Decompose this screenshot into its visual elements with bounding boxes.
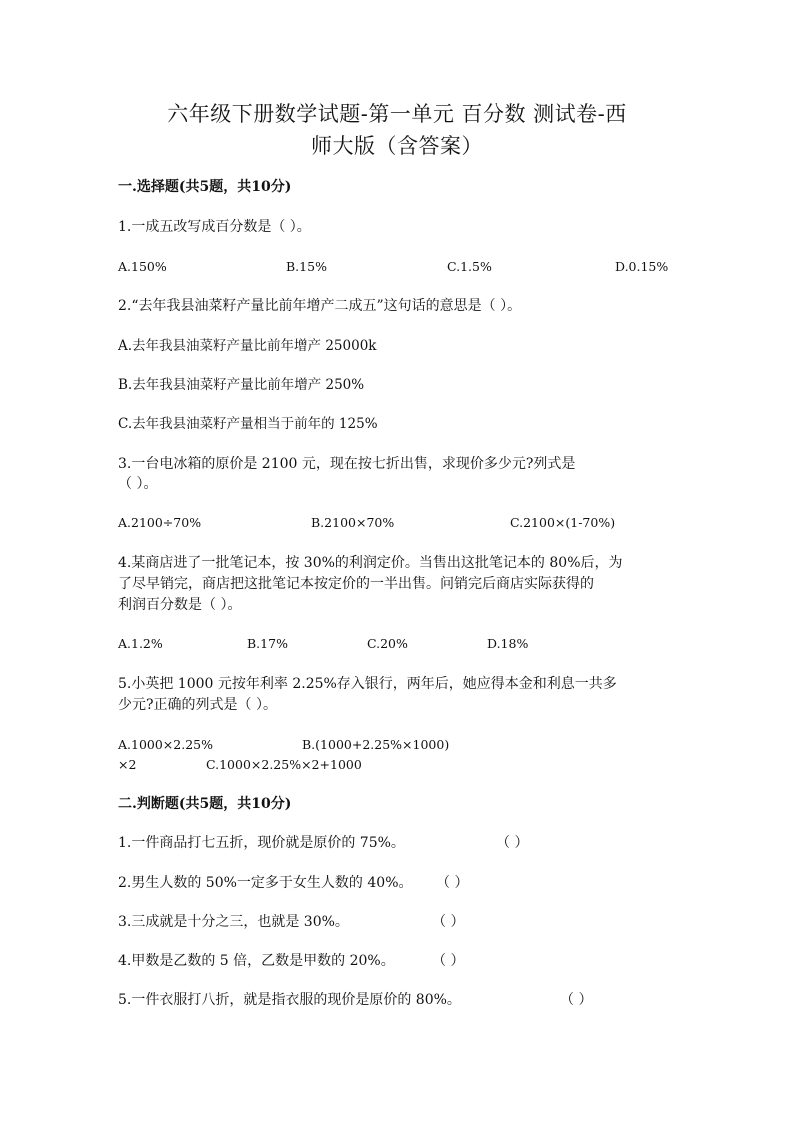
question-4-line-1: 4.某商店进了一批笔记本，按 30%的利润定价。当售出这批笔记本的 80%后，为 <box>118 555 623 571</box>
q4-option-c: C.20% <box>367 636 408 651</box>
q5-option-b-continuation: ×2 <box>118 757 137 772</box>
question-5-line-1: 5.小英把 1000 元按年利率 2.25%存入银行，两年后，她应得本金和利息一共多 <box>118 676 617 692</box>
q3-option-b: B.2100×70% <box>311 515 395 530</box>
question-2-text: 2.“去年我县油菜籽产量比前年增产二成五”这句话的意思是（ ）。 <box>118 298 522 314</box>
judgement-item-2-paren: （ ） <box>436 875 469 891</box>
q2-option-a: A.去年我县油菜籽产量比前年增产 25000k <box>118 338 377 354</box>
q5-option-a: A.1000×2.25% <box>118 737 213 752</box>
judgement-item-3: 3.三成就是十分之三，也就是 30%。 <box>118 914 349 930</box>
question-3-line-2: （ ）。 <box>118 476 158 492</box>
q3-option-c: C.2100×(1-70%) <box>510 515 616 530</box>
q1-option-b: B.15% <box>286 259 327 274</box>
q5-option-b: B.(1000+2.25%×1000) <box>302 737 450 752</box>
q1-option-c: C.1.5% <box>447 259 492 274</box>
title-line-2: 师大版（含答案） <box>311 134 483 158</box>
q2-option-c: C.去年我县油菜籽产量相当于前年的 125% <box>118 416 378 432</box>
judgement-item-1: 1.一件商品打七五折，现价就是原价的 75%。 <box>118 835 405 851</box>
question-1-text: 1.一成五改写成百分数是（ ）。 <box>118 219 311 235</box>
judgement-item-4: 4.甲数是乙数的 5 倍，乙数是甲数的 20%。 <box>118 953 395 969</box>
section-heading-choice: 一.选择题(共5题，共10分) <box>118 179 292 195</box>
q1-option-d: D.0.15% <box>615 259 669 274</box>
section-heading-judgement: 二.判断题(共5题，共10分) <box>118 796 292 812</box>
judgement-item-3-paren: （ ） <box>432 914 465 930</box>
judgement-item-2: 2.男生人数的 50%一定多于女生人数的 40%。 <box>118 875 413 891</box>
question-3-line-1: 3.一台电冰箱的原价是 2100 元，现在按七折出售，求现价多少元?列式是 <box>118 456 576 472</box>
q4-option-d: D.18% <box>487 636 529 651</box>
judgement-item-1-paren: （ ） <box>496 835 529 851</box>
question-4-line-3: 利润百分数是（ ）。 <box>118 597 242 613</box>
judgement-item-5-paren: （ ） <box>560 992 593 1008</box>
q3-option-a: A.2100÷70% <box>118 515 202 530</box>
judgement-item-5: 5.一件衣服打八折，就是指衣服的现价是原价的 80%。 <box>118 992 461 1008</box>
q2-option-b: B.去年我县油菜籽产量比前年增产 250% <box>118 377 365 393</box>
title-line-1: 六年级下册数学试题-第一单元 百分数 测试卷-西 <box>167 102 627 126</box>
q4-option-a: A.1.2% <box>118 636 163 651</box>
document-title <box>100 98 694 162</box>
q5-option-c: C.1000×2.25%×2+1000 <box>206 757 362 772</box>
q4-option-b: B.17% <box>247 636 288 651</box>
judgement-item-4-paren: （ ） <box>432 953 465 969</box>
question-4-line-2: 了尽早销完，商店把这批笔记本按定价的一半出售。问销完后商店实际获得的 <box>118 576 594 592</box>
question-5-line-2: 少元?正确的列式是（ ）。 <box>118 697 277 713</box>
q1-option-a: A.150% <box>118 259 167 274</box>
